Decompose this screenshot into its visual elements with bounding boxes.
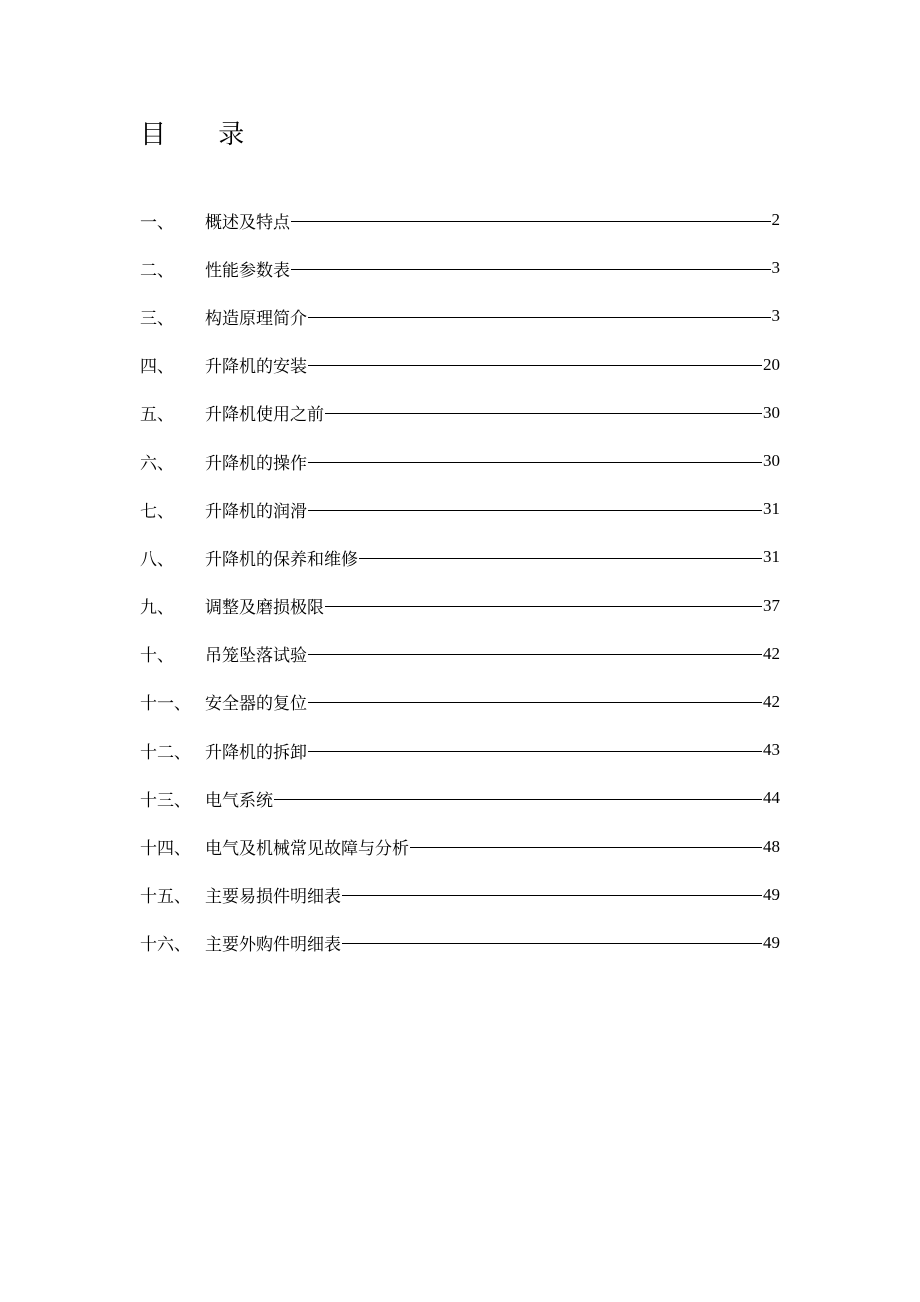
toc-leader-line bbox=[342, 943, 762, 944]
toc-entry[interactable] bbox=[140, 533, 780, 581]
toc-entry[interactable] bbox=[140, 485, 780, 533]
toc-entry-number: 十六、 bbox=[140, 935, 191, 956]
toc-entry[interactable] bbox=[140, 726, 780, 774]
toc-leader-line bbox=[274, 799, 762, 800]
toc-leader-line bbox=[342, 895, 762, 896]
toc-entry-title: 安全器的复位 bbox=[205, 694, 307, 715]
toc-entry-page: 20 bbox=[763, 354, 780, 374]
toc-leader-line bbox=[308, 702, 762, 703]
toc-entry-number: 七、 bbox=[140, 501, 174, 522]
toc-entry-page: 42 bbox=[763, 643, 780, 663]
toc-entry[interactable] bbox=[140, 341, 780, 389]
toc-entry-page: 2 bbox=[771, 210, 780, 230]
toc-entry-page: 42 bbox=[763, 691, 780, 711]
toc-entry-page: 30 bbox=[763, 402, 780, 422]
toc-entry-page: 3 bbox=[771, 258, 780, 278]
toc-entry[interactable] bbox=[140, 678, 780, 726]
toc-entry-title: 升降机使用之前 bbox=[205, 405, 324, 426]
toc-entry[interactable] bbox=[140, 774, 780, 822]
toc-entry[interactable] bbox=[140, 919, 780, 967]
toc-leader-line bbox=[308, 510, 762, 511]
toc-entry-page: 31 bbox=[763, 547, 780, 567]
toc-entry-page: 44 bbox=[763, 788, 780, 808]
toc-entry-number: 四、 bbox=[140, 357, 174, 378]
toc-entry-title: 升降机的润滑 bbox=[205, 501, 307, 522]
toc-entry-page: 37 bbox=[763, 595, 780, 615]
toc-entry-number: 二、 bbox=[140, 260, 174, 281]
toc-leader-line bbox=[359, 558, 762, 559]
toc-leader-line bbox=[291, 221, 771, 222]
toc-leader-line bbox=[308, 654, 762, 655]
toc-leader-line bbox=[308, 462, 762, 463]
toc-entry-page: 3 bbox=[771, 306, 780, 326]
toc-leader-line bbox=[325, 413, 762, 414]
toc-entry-title: 性能参数表 bbox=[205, 260, 290, 281]
toc-entry[interactable] bbox=[140, 437, 780, 485]
toc-entry-title: 构造原理简介 bbox=[205, 308, 307, 329]
toc-entry-number: 六、 bbox=[140, 453, 174, 474]
toc-entry-title: 主要易损件明细表 bbox=[205, 887, 341, 908]
toc-entry-title: 升降机的安装 bbox=[205, 357, 307, 378]
toc-entry[interactable] bbox=[140, 196, 780, 244]
toc-entry-page: 49 bbox=[763, 932, 780, 952]
toc-entry-page: 48 bbox=[763, 836, 780, 856]
toc-entry-number: 十一、 bbox=[140, 694, 191, 715]
toc-entry-page: 30 bbox=[763, 451, 780, 471]
toc-entry-number: 十三、 bbox=[140, 790, 191, 811]
toc-entry-title: 调整及磨损极限 bbox=[205, 598, 324, 619]
toc-entry-page: 43 bbox=[763, 740, 780, 760]
toc-leader-line bbox=[308, 317, 771, 318]
toc-entry[interactable] bbox=[140, 630, 780, 678]
toc-entry-number: 一、 bbox=[140, 212, 174, 233]
toc-entry-title: 升降机的拆卸 bbox=[205, 742, 307, 763]
toc-entry-title: 电气及机械常见故障与分析 bbox=[205, 839, 409, 860]
toc-leader-line bbox=[291, 269, 771, 270]
toc-entry-page: 49 bbox=[763, 884, 780, 904]
toc-entry[interactable] bbox=[140, 244, 780, 292]
toc-title: 目 录 bbox=[140, 120, 267, 150]
toc-entry-number: 十四、 bbox=[140, 839, 191, 860]
toc-entry[interactable] bbox=[140, 582, 780, 630]
toc-entry[interactable] bbox=[140, 871, 780, 919]
toc-leader-line bbox=[308, 751, 762, 752]
toc-entry-title: 主要外购件明细表 bbox=[205, 935, 341, 956]
toc-entry-number: 三、 bbox=[140, 308, 174, 329]
toc-list bbox=[140, 196, 780, 967]
toc-entry-title: 升降机的操作 bbox=[205, 453, 307, 474]
toc-entry[interactable] bbox=[140, 389, 780, 437]
toc-entry-title: 吊笼坠落试验 bbox=[205, 646, 307, 667]
toc-entry-number: 十、 bbox=[140, 646, 174, 667]
toc-entry-page: 31 bbox=[763, 499, 780, 519]
toc-leader-line bbox=[308, 365, 762, 366]
toc-entry-title: 概述及特点 bbox=[205, 212, 290, 233]
toc-entry-number: 八、 bbox=[140, 549, 174, 570]
toc-entry-title: 电气系统 bbox=[205, 790, 273, 811]
toc-entry-title: 升降机的保养和维修 bbox=[205, 549, 358, 570]
toc-entry[interactable] bbox=[140, 292, 780, 340]
toc-entry[interactable] bbox=[140, 822, 780, 870]
toc-entry-number: 十二、 bbox=[140, 742, 191, 763]
toc-entry-number: 十五、 bbox=[140, 887, 191, 908]
toc-entry-number: 九、 bbox=[140, 598, 174, 619]
toc-leader-line bbox=[325, 606, 762, 607]
toc-entry-number: 五、 bbox=[140, 405, 174, 426]
toc-leader-line bbox=[410, 847, 762, 848]
